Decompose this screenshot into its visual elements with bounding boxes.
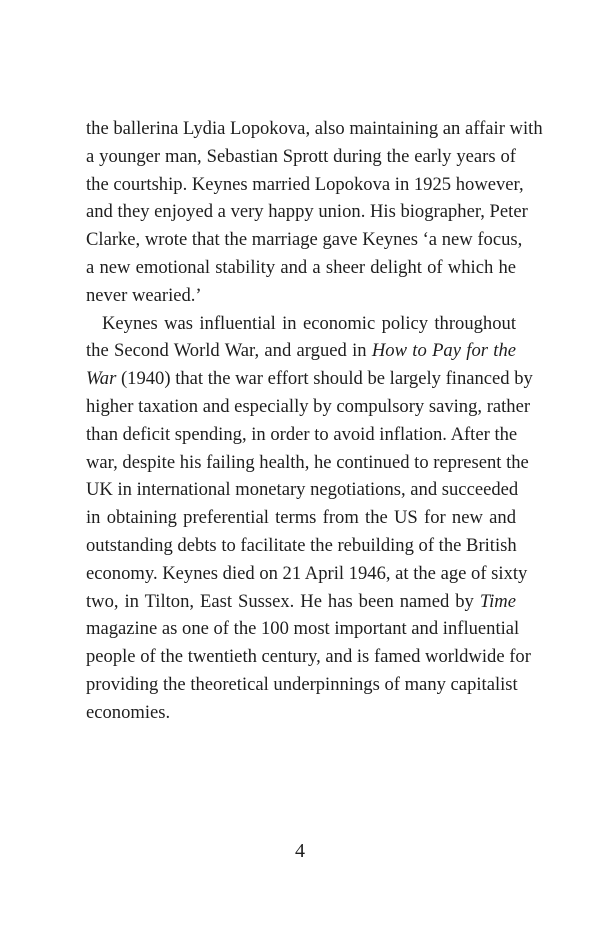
text-line: two, in Tilton, East Sussex. He has been named by Time — [86, 590, 516, 612]
text-line: magazine as one of the 100 most important and influential — [86, 618, 520, 640]
text-line: than deficit spending, in order to avoid inflation. After the — [86, 423, 518, 445]
text-line: the courtship. Keynes married Lopokova in 1925 however, — [86, 173, 524, 195]
text-line: war, despite his failing health, he continued to represent the — [86, 451, 529, 473]
body-text — [86, 115, 543, 727]
text-line: the ballerina Lydia Lopokova, also maintaining an affair with — [86, 118, 543, 139]
text-line: UK in international monetary negotiations, and succeeded — [86, 479, 519, 501]
text-line: economy. Keynes died on 21 April 1946, at the age of sixty — [86, 562, 528, 584]
text-line: Clarke, wrote that the marriage gave Keynes ‘a new focus, — [86, 229, 523, 251]
paragraph — [86, 310, 533, 727]
text-line: people of the twentieth century, and is famed worldwide for — [86, 646, 531, 668]
text-line: economies. — [86, 701, 171, 723]
text-line: Keynes was influential in economic policy throughout — [102, 312, 516, 334]
text-line: providing the theoretical underpinnings of many capitalist — [86, 673, 518, 695]
text-line: the Second World War, and argued in How to Pay for the — [86, 340, 516, 362]
paragraph — [86, 115, 543, 310]
text-line: a younger man, Sebastian Sprott during the early years of — [86, 145, 516, 167]
text-line: higher taxation and especially by compulsory saving, rather — [86, 395, 531, 417]
text-line: never wearied.’ — [86, 284, 202, 306]
text-line: a new emotional stability and a sheer delight of which he — [86, 256, 516, 278]
text-line: War (1940) that the war effort should be largely financed by — [86, 368, 533, 390]
text-line: in obtaining preferential terms from the US for new and — [86, 507, 516, 529]
text-line: and they enjoyed a very happy union. His biographer, Peter — [86, 201, 528, 223]
page-number: 4 — [295, 840, 305, 862]
text-line: outstanding debts to facilitate the rebuilding of the British — [86, 534, 517, 556]
